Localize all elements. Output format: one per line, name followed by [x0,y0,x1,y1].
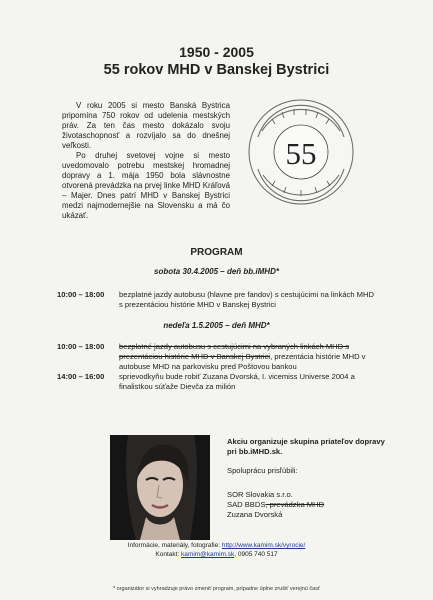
program-time: 10:00 – 18:00 [57,290,105,299]
anniversary-55-emblem [246,97,356,207]
day2-label: nedeľa 1.5.2005 – deň MHD* [163,321,270,330]
contact-phone: , 0905 740 517 [234,551,278,558]
partners-list [227,490,324,520]
page-title: 55 rokov MHD v Banskej Bystrici [103,62,330,78]
contact-email[interactable]: kamim@kamim.sk [181,551,235,558]
organizer-line-1: Akciu organizuje skupina priateľov dopravy [227,437,385,446]
organizer-line-2: pri bb.iMHD.sk. [227,447,283,456]
program-description: sprievodkyňu bude robiť Zuzana Dvorská, I. vicemiss Universe 2004 a finalistkou súťaže Dievča za milión [119,372,355,391]
program-time: 10:00 – 18:00 [57,342,105,351]
emblem-number: 55 [285,136,317,171]
program-heading: PROGRAM [190,247,243,258]
struck-text: , prevádzka MHD [265,500,325,509]
header-years: 1950 - 2005 [179,44,254,60]
program-text: , prezentácia histórie MHD v autobuse MHD na parkovisku pred Poštovou bankou [119,352,366,371]
struck-text: bezplatné jazdy autobusu s cestujúcimi na vybraných linkách MHD s prezentáciou histórie MHD v Banskej Bystrici [119,342,350,361]
partner-sad-name: SAD BBDS [227,500,266,509]
cooperation-label: Spoluprácu prisľúbili: [227,466,298,475]
intro-paragraph-2: Po druhej svetovej vojne si mesto uvedomovalo potrebu mestskej hromadnej dopravy a 1. mája 1950 bola slávnostne otvorená prevádzka na prvej linke MHD Kráľová – Majer. Dnes patrí MHD v Banskej Bystrici medzi najmodernejšie na Slovensku a má čo ukázať. [62,151,230,220]
program-description [119,342,377,372]
info-link[interactable]: http://www.kamim.sk/vyrocie/ [221,542,306,549]
contact-label: Kontakt: [155,551,180,558]
partner-sor: SOR Slovakia s.r.o. [227,490,293,499]
footer-info [0,542,433,550]
intro-paragraph-1: V roku 2005 si mesto Banská Bystrica pripomína 750 rokov od udelenia mestských práv. Za ten čas mesto dokázalo svoju životaschopnosť a rozvíjalo sa do dnešnej veľkosti. [62,101,230,150]
portrait-photo [110,435,210,540]
footnote: * organizátor si vyhradzuje právo zmeniť program, prípadne úplne zrušiť verejnú časť [112,586,321,592]
partner-dvorska: Zuzana Dvorská [227,510,283,519]
footer-contact [0,551,433,559]
info-label: Informácie, materiály, fotografie: [127,542,221,549]
program-description: bezplatné jazdy autobusu (hlavne pre fandov) s cestujúcimi na linkách MHD s prezentáciou histórie MHD v Banskej Bystrici [119,290,374,309]
day1-label: sobota 30.4.2005 – deň bb.iMHD* [154,267,279,276]
intro-text [62,101,230,221]
organizer-text [227,437,385,457]
partner-sad [227,500,324,510]
program-time: 14:00 – 16:00 [57,372,105,381]
